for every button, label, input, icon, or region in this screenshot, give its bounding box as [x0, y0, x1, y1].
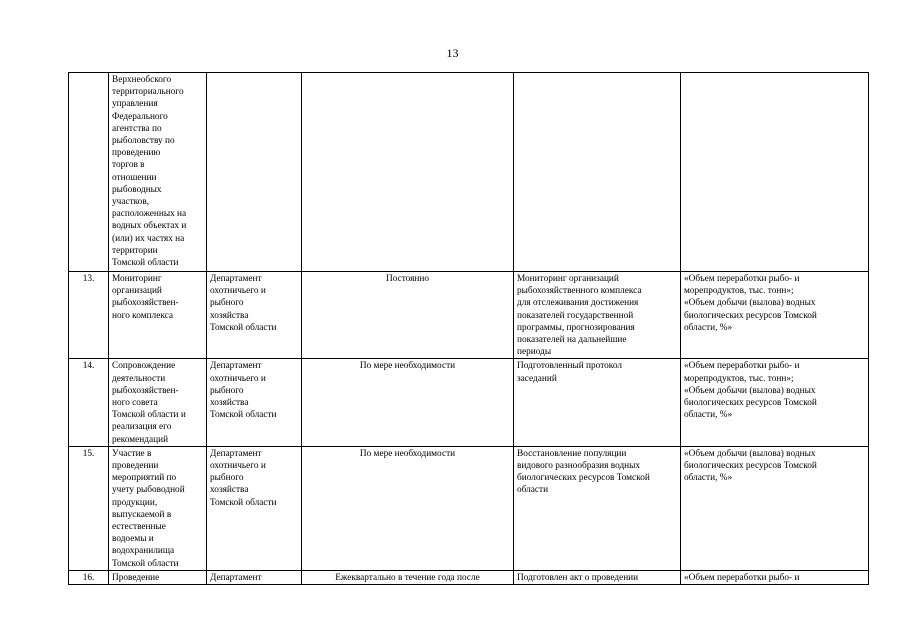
cell-executor [207, 272, 302, 359]
cell-executor [207, 359, 302, 446]
row-number: 14. [82, 361, 95, 372]
table-row [69, 359, 869, 446]
cell-result [514, 570, 681, 584]
cell-term-text: По мере необходимости [359, 361, 456, 372]
cell-indicator [681, 359, 869, 446]
cell-num [69, 73, 109, 272]
cell-term [302, 446, 514, 570]
cell-num [69, 359, 109, 446]
cell-indicator-text: «Объем переработки рыбо- и [684, 572, 800, 583]
cell-term-text: По мере необходимости [359, 448, 456, 459]
cell-result-text: Подготовлен акт о проведении [517, 572, 639, 583]
cell-result-text: Восстановление популяции видового разнообразия водных биологических ресурсов Томской области [517, 448, 650, 496]
cell-executor-text: Департамент [210, 572, 262, 583]
cell-num [69, 570, 109, 584]
cell-result-text: Мониторинг организаций рыбохозяйственного комплекса для отслеживания достижения показателей государственной программы, прогнозирования показателей на дальнейшие периоды [517, 274, 642, 358]
cell-result [514, 73, 681, 272]
cell-result [514, 446, 681, 570]
cell-indicator [681, 570, 869, 584]
cell-executor [207, 446, 302, 570]
cell-term [302, 272, 514, 359]
cell-name [109, 272, 207, 359]
cell-executor-text: Департамент охотничьего и рыбного хозяйства Томской области [210, 448, 277, 508]
cell-result [514, 359, 681, 446]
cell-name [109, 73, 207, 272]
cell-executor [207, 73, 302, 272]
cell-executor-text: Департамент охотничьего и рыбного хозяйства Томской области [210, 274, 277, 333]
row-number: 15. [82, 448, 95, 459]
cell-indicator [681, 446, 869, 570]
cell-name-text: Сопровождение деятельности рыбохозяйствен- ного совета Томской области и реализация его рекомендаций [112, 361, 186, 445]
measures-table [68, 72, 869, 585]
page-number: 13 [446, 46, 459, 60]
cell-term [302, 570, 514, 584]
cell-num [69, 446, 109, 570]
cell-result [514, 272, 681, 359]
cell-name-text: Проведение [112, 572, 160, 583]
cell-name [109, 359, 207, 446]
cell-result-text: Подготовленный протокол заседаний [517, 361, 622, 384]
table-row [69, 570, 869, 584]
cell-name-text: Мониторинг организаций рыбохозяйствен- ного комплекса [112, 274, 179, 321]
cell-indicator-text: «Объем переработки рыбо- и морепродуктов, тыс. тонн»; «Объем добычи (вылова) водных биологических ресурсов Томской области, %» [684, 361, 817, 421]
cell-name [109, 570, 207, 584]
cell-indicator [681, 73, 869, 272]
cell-term-text: Ежеквартально в течение года после [335, 572, 480, 583]
cell-term-text: Постоянно [385, 274, 429, 284]
table-row [69, 446, 869, 570]
cell-indicator [681, 272, 869, 359]
cell-executor-text: Департамент охотничьего и рыбного хозяйства Томской области [210, 361, 277, 421]
cell-executor [207, 570, 302, 584]
cell-indicator-text: «Объем добычи (вылова) водных биологических ресурсов Томской области, %» [684, 448, 817, 484]
row-number: 13. [82, 274, 95, 284]
table-row-continuation [69, 73, 869, 272]
cell-indicator-text: «Объем переработки рыбо- и морепродуктов, тыс. тонн»; «Объем добычи (вылова) водных биологических ресурсов Томской области, %» [684, 274, 817, 333]
cell-term [302, 359, 514, 446]
table-row [69, 272, 869, 359]
cell-name-text: Участие в проведении мероприятий по учету рыбоводной продукции, выпускаемой в естественные водоемы и водохранилища Томской области [112, 448, 185, 569]
cell-name [109, 446, 207, 570]
cell-num [69, 272, 109, 359]
cell-name-text: Верхнеобского территориального управления Федерального агентства по рыболовству по проведению торгов в отношении рыбоводных участков, расположенных на водных объектах и (или) их частях на территории Томской области [112, 75, 187, 269]
cell-term [302, 73, 514, 272]
row-number: 16. [82, 572, 95, 583]
